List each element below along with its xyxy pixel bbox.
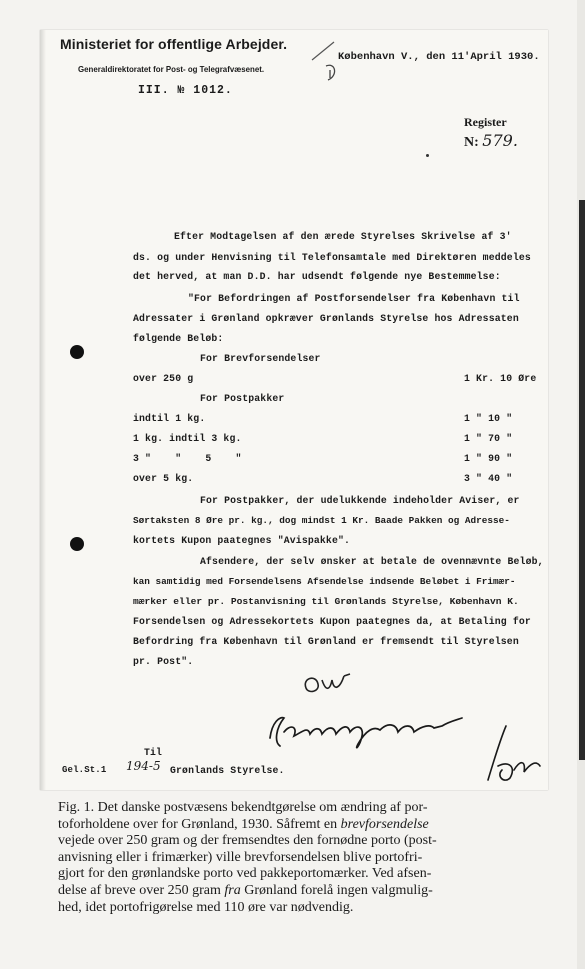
caption-line xyxy=(58,883,563,900)
body-line: Befordring fra København til Grønland er fremsendt til Styrelsen xyxy=(133,636,519,647)
body-line: mærker eller pr. Postanvisning til Grønlands Styrelse, København K. xyxy=(133,596,519,607)
handwritten-signature-icon xyxy=(262,702,472,762)
letter-document xyxy=(40,30,548,790)
body-line: kan samtidig med Forsendelsens Afsendelse indsende Beløbet i Frimær- xyxy=(133,576,516,587)
body-line: For Postpakker xyxy=(200,393,285,404)
body-line: 1 Kr. 10 Øre xyxy=(464,373,537,384)
adjacent-page-bar xyxy=(579,200,585,760)
addressee-to: Til xyxy=(144,747,163,758)
handwritten-initials-icon xyxy=(480,720,546,788)
body-line: 1 " 70 " xyxy=(464,433,513,444)
addressee: Grønlands Styrelse. xyxy=(170,765,285,776)
body-line: 3 " 40 " xyxy=(464,473,513,484)
body-line: Forsendelsen og Adressekortets Kupon paategnes da, at Betaling for xyxy=(133,616,531,627)
punch-hole xyxy=(70,537,84,551)
body-line: 3 " " 5 " xyxy=(133,453,242,464)
directorate-heading: Generaldirektoratet for Post- og Telegrafvæsenet. xyxy=(78,64,265,74)
body-line: 1 kg. indtil 3 kg. xyxy=(133,433,242,444)
punch-hole xyxy=(70,345,84,359)
caption-line xyxy=(58,900,563,917)
caption-line xyxy=(58,850,563,867)
ink-dot xyxy=(426,154,429,157)
body-line: pr. Post". xyxy=(133,656,194,667)
body-line: For Brevforsendelser xyxy=(200,353,321,364)
caption-text: anvisning eller i frimærker) ville brevforsendelsen blive portofri- xyxy=(58,849,423,865)
register-number xyxy=(464,131,518,151)
register-label: Register xyxy=(464,115,507,129)
caption-text: vejede over 250 gram og der fremsendtes den fornødne porto (post- xyxy=(58,833,437,849)
caption-text: delse af breve over 250 gram xyxy=(58,882,225,898)
handwritten-mark-icon xyxy=(304,36,352,82)
signature-initials-icon xyxy=(300,670,360,704)
caption-text: Grønland forelå ingen valgmulig- xyxy=(240,882,433,898)
body-line: følgende Beløb: xyxy=(133,333,224,344)
caption-line xyxy=(58,833,563,850)
body-line: For Postpakker, der udelukkende indeholder Aviser, er xyxy=(200,495,520,506)
letter-date: København V., den 11'April 1930. xyxy=(338,51,540,63)
ministry-heading: Ministeriet for offentlige Arbejder. xyxy=(60,36,288,52)
caption-text: hed, idet portofrigørelse med 110 øre var nødvendig. xyxy=(58,899,354,915)
register-handwritten-number: 579. xyxy=(482,131,518,150)
body-line: Efter Modtagelsen af den ærede Styrelses Skrivelse af 3' xyxy=(174,231,512,242)
body-line: 1 " 90 " xyxy=(464,453,513,464)
caption-line xyxy=(58,800,563,817)
journal-number: III. № 1012. xyxy=(138,84,233,97)
body-line: 1 " 10 " xyxy=(464,413,513,424)
body-line: Sørtaksten 8 Øre pr. kg., dog mindst 1 Kr. Baade Pakken og Adresse- xyxy=(133,515,510,526)
caption-line xyxy=(58,866,563,883)
figure-caption xyxy=(58,800,563,916)
body-line: ds. og under Henvisning til Telefonsamtale med Direktøren meddeles xyxy=(133,252,531,263)
caption-text: toforholdene over for Grønland, 1930. Såfremt en xyxy=(58,816,341,832)
body-line: "For Befordringen af Postforsendelser fra København til xyxy=(188,293,520,304)
addressee-prefix: Gel.St.1 xyxy=(62,765,107,775)
body-line: over 5 kg. xyxy=(133,473,194,484)
body-line: Afsendere, der selv ønsker at betale de ovennævnte Beløb, xyxy=(200,556,544,567)
register-prefix: N: xyxy=(464,135,479,150)
body-line: Adressater i Grønland opkræver Grønlands Styrelse hos Adressaten xyxy=(133,313,519,324)
body-line: indtil 1 kg. xyxy=(133,413,206,424)
caption-text: Fig. 1. Det danske postvæsens bekendtgørelse om ændring af por- xyxy=(58,800,428,815)
body-line: det herved, at man D.D. har udsendt følgende nye Bestemmelse: xyxy=(133,271,501,282)
addressee-handwritten-number: 194-5 xyxy=(126,759,161,773)
caption-italic: fra xyxy=(224,882,241,898)
body-line: kortets Kupon paategnes "Avispakke". xyxy=(133,535,351,546)
body-line: over 250 g xyxy=(133,373,194,384)
caption-line xyxy=(58,817,563,834)
caption-text: gjort for den grønlandske porto ved pakkeportomærker. Ved afsen- xyxy=(58,866,432,882)
caption-italic: brevforsendelse xyxy=(340,816,429,832)
